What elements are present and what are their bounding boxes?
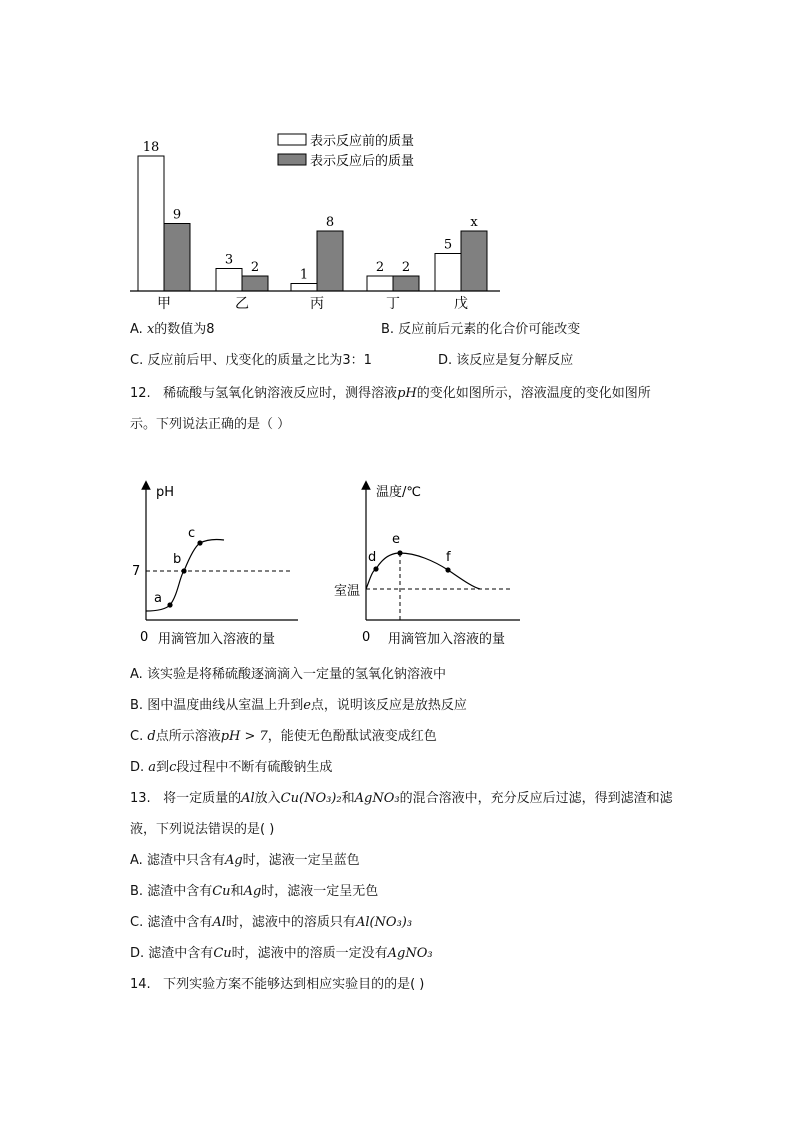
q11-option-a-var: x bbox=[146, 322, 155, 337]
q12-option-b-post: 点，说明该反应是放热反应 bbox=[310, 698, 467, 713]
q13-option-b-mid: 和 bbox=[230, 884, 244, 899]
ph-graph-ref-tick: 7 bbox=[132, 564, 141, 579]
temp-point-f-label: f bbox=[446, 550, 451, 565]
temp-point-e bbox=[397, 550, 402, 555]
q13-option-d-var2: AgNO₃ bbox=[387, 946, 433, 961]
temp-point-d bbox=[373, 566, 378, 571]
q12-option-d-var1: a bbox=[148, 760, 157, 775]
q11-option-b-letter: B. bbox=[381, 322, 395, 337]
ph-graph-origin: 0 bbox=[140, 630, 149, 645]
bar-label-before-2: 1 bbox=[299, 267, 309, 283]
temp-graph-x-label: 用滴管加入溶液的量 bbox=[388, 632, 506, 647]
bar-after-1 bbox=[242, 276, 268, 291]
q11-option-a bbox=[130, 321, 215, 339]
bar-label-before-3: 2 bbox=[375, 260, 385, 275]
q13-option-b-var2: Ag bbox=[243, 884, 262, 899]
temp-graph-curve bbox=[366, 553, 480, 589]
q13-option-d-letter: D. bbox=[130, 946, 145, 961]
bar-label-after-0: 9 bbox=[172, 207, 182, 223]
q12-option-a bbox=[130, 666, 446, 684]
temp-point-f bbox=[445, 567, 450, 572]
q12-option-b-var: e bbox=[303, 698, 311, 713]
bar-label-after-1: 2 bbox=[250, 260, 260, 275]
q12-option-d-post: 段过程中不断有硫酸钠生成 bbox=[176, 760, 333, 775]
ph-graph-y-label: pH bbox=[156, 485, 175, 500]
q12-option-c-var1: d bbox=[147, 729, 156, 744]
q13-option-a-var: Ag bbox=[224, 853, 243, 868]
q12-option-c-var2: pH > 7 bbox=[220, 729, 268, 744]
q12-option-d-mid: 到 bbox=[156, 760, 170, 775]
q13-stem-line2 bbox=[130, 821, 274, 839]
legend-label-before: 表示反应前的质量 bbox=[310, 134, 415, 149]
q13-option-c-var2: Al(NO₃)₃ bbox=[355, 915, 413, 930]
temp-graph-y-label: 温度/℃ bbox=[376, 485, 421, 500]
bar-label-before-1: 3 bbox=[224, 252, 234, 268]
q12-option-c-letter: C. bbox=[130, 729, 144, 744]
q12-option-b-pre: 图中温度曲线从室温上升到 bbox=[147, 698, 304, 713]
q11-option-c-letter: C. bbox=[130, 353, 144, 368]
q11-option-d-letter: D. bbox=[438, 353, 453, 368]
category-label-4: 戊 bbox=[454, 296, 468, 312]
ph-point-a bbox=[167, 602, 172, 607]
q11-option-b-text: 反应前后元素的化合价可能改变 bbox=[398, 322, 581, 337]
q13-option-c bbox=[130, 914, 412, 932]
bar-before-3 bbox=[367, 276, 393, 291]
temp-graph-ref-tick: 室温 bbox=[334, 584, 361, 599]
q13-stem-b: 放入 bbox=[254, 791, 281, 806]
q13-option-d-var1: Cu bbox=[213, 946, 232, 961]
bar-label-before-4: 5 bbox=[443, 237, 453, 253]
q12-stem-line2-text: 示。下列说法正确的是（ ） bbox=[130, 417, 291, 432]
ph-point-c bbox=[197, 540, 202, 545]
q12-option-d-letter: D. bbox=[130, 760, 145, 775]
q13-option-b-letter: B. bbox=[130, 884, 144, 899]
q13-number: 13. bbox=[130, 791, 151, 806]
q11-option-c bbox=[130, 352, 372, 370]
q11-option-c-text: 反应前后甲、戊变化的质量之比为3：1 bbox=[147, 353, 372, 368]
q13-option-b-post: 时，滤液一定呈无色 bbox=[261, 884, 379, 899]
q12-option-a-text: 该实验是将稀硫酸逐滴滴入一定量的氢氧化钠溶液中 bbox=[146, 667, 446, 682]
legend-swatch-after bbox=[278, 154, 306, 165]
q13-option-b-pre: 滤渣中含有 bbox=[147, 884, 213, 899]
q12-stem-part1: 稀硫酸与氢氧化钠溶液反应时，测得溶液 bbox=[163, 386, 398, 401]
bar-before-0 bbox=[138, 156, 164, 291]
bar-before-1 bbox=[216, 269, 242, 292]
category-label-0: 甲 bbox=[157, 296, 171, 312]
ph-graph bbox=[128, 475, 328, 655]
q13-option-d-pre: 滤渣中含有 bbox=[148, 946, 214, 961]
q13-option-c-letter: C. bbox=[130, 915, 144, 930]
q13-option-a-letter: A. bbox=[130, 853, 143, 868]
q13-stem-a: 将一定质量的 bbox=[163, 791, 242, 806]
ph-point-b bbox=[181, 568, 186, 573]
ph-graph-x-label: 用滴管加入溶液的量 bbox=[158, 632, 276, 647]
q13-option-b-var1: Cu bbox=[212, 884, 231, 899]
q11-option-a-letter: A. bbox=[130, 322, 143, 337]
category-label-1: 乙 bbox=[235, 296, 249, 312]
q14-number: 14. bbox=[130, 977, 151, 992]
q12-stem-var: pH bbox=[397, 386, 417, 401]
ph-point-b-label: b bbox=[173, 552, 182, 567]
q14-stem-text: 下列实验方案不能够达到相应实验目的的是( ) bbox=[163, 977, 425, 992]
q12-number: 12. bbox=[130, 386, 151, 401]
bar-label-after-3: 2 bbox=[401, 260, 411, 275]
q12-option-b-letter: B. bbox=[130, 698, 144, 713]
bar-label-after-2: 8 bbox=[325, 215, 335, 230]
q12-option-c-post: ，能使无色酚酞试液变成红色 bbox=[267, 729, 437, 744]
q13-option-d bbox=[130, 945, 433, 963]
q13-option-a-post: 时，滤液一定呈蓝色 bbox=[242, 853, 360, 868]
q13-stem-d: 的混合溶液中，充分反应后过滤，得到滤渣和滤 bbox=[399, 791, 673, 806]
q13-option-a-pre: 滤渣中只含有 bbox=[146, 853, 225, 868]
bar-before-4 bbox=[435, 254, 461, 292]
q13-option-c-pre: 滤渣中含有 bbox=[147, 915, 213, 930]
q13-stem-line1 bbox=[130, 790, 673, 808]
temp-point-d-label: d bbox=[368, 550, 377, 565]
q12-stem-line1 bbox=[130, 385, 651, 403]
q13-stem-cu: Cu(NO₃)₂ bbox=[280, 791, 342, 806]
bar-label-before-0: 18 bbox=[142, 140, 160, 155]
legend-label-after: 表示反应后的质量 bbox=[310, 154, 415, 169]
temp-graph bbox=[330, 475, 540, 655]
bar-after-0 bbox=[164, 224, 190, 292]
bar-after-4 bbox=[461, 231, 487, 291]
bar-label-after-4: x bbox=[470, 215, 478, 230]
q14-stem bbox=[130, 976, 424, 994]
q11-option-a-text: 的数值为8 bbox=[154, 322, 215, 337]
q12-stem-part2: 的变化如图所示，溶液温度的变化如图所 bbox=[416, 386, 651, 401]
q13-stem-ag: AgNO₃ bbox=[354, 791, 400, 806]
q12-option-d bbox=[130, 759, 332, 777]
q13-option-a bbox=[130, 852, 360, 870]
q11-option-d bbox=[438, 352, 573, 370]
category-label-2: 丙 bbox=[310, 296, 324, 312]
q13-option-c-var1: Al bbox=[212, 915, 226, 930]
q12-option-d-var2: c bbox=[169, 760, 177, 775]
ph-point-c-label: c bbox=[188, 526, 196, 541]
temp-point-e-label: e bbox=[392, 532, 400, 547]
q12-stem-line2 bbox=[130, 416, 290, 434]
q11-option-d-text: 该反应是复分解反应 bbox=[456, 353, 574, 368]
q13-stem-line2-text: 液，下列说法错误的是( ) bbox=[130, 822, 275, 837]
q13-option-c-mid: 时，滤液中的溶质只有 bbox=[225, 915, 356, 930]
q12-option-a-letter: A. bbox=[130, 667, 143, 682]
bar-after-3 bbox=[393, 276, 419, 291]
q13-option-d-mid: 时，滤液中的溶质一定没有 bbox=[231, 946, 388, 961]
q13-stem-c: 和 bbox=[341, 791, 355, 806]
q12-option-c-mid: 点所示溶液 bbox=[155, 729, 221, 744]
q11-option-b bbox=[381, 321, 580, 339]
q12-option-b bbox=[130, 697, 467, 715]
category-label-3: 丁 bbox=[386, 296, 400, 312]
ph-point-a-label: a bbox=[154, 591, 162, 606]
temp-graph-origin: 0 bbox=[362, 630, 371, 645]
q12-option-c bbox=[130, 728, 437, 746]
legend-swatch-before bbox=[278, 134, 306, 145]
bar-before-2 bbox=[291, 284, 317, 292]
bar-after-2 bbox=[317, 231, 343, 291]
q13-option-b bbox=[130, 883, 378, 901]
q13-stem-al: Al bbox=[241, 791, 255, 806]
